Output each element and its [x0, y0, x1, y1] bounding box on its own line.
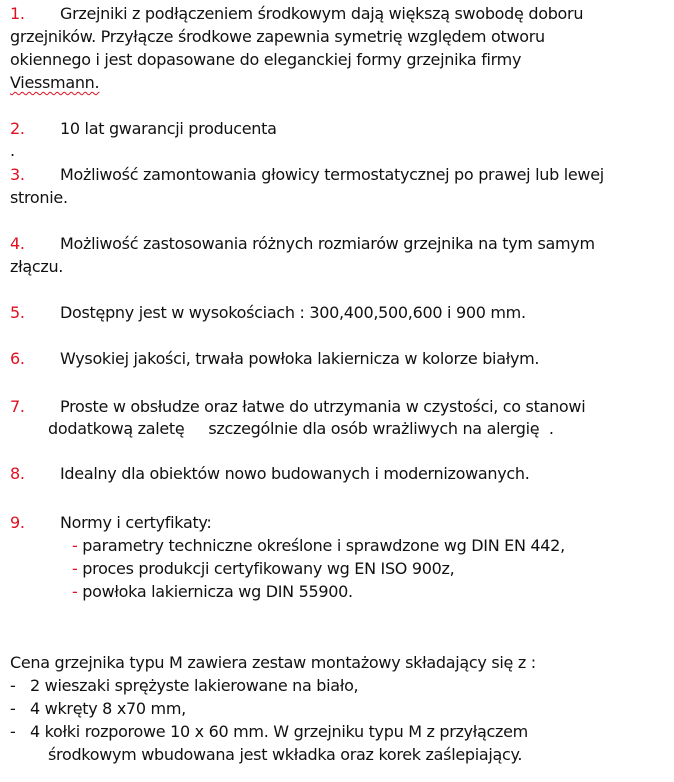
price-intro: Cena grzejnika typu M zawiera zestaw montażowy składający się z : — [10, 653, 536, 672]
price-bullet: - 2 wieszaki sprężyste lakierowane na biało, — [10, 676, 359, 695]
list-item-1 — [10, 3, 583, 25]
item-number: 2. — [10, 119, 25, 138]
item-number: 8. — [10, 464, 25, 483]
dash-marker: - — [10, 722, 16, 741]
list-item-2 — [10, 118, 277, 140]
dash-marker: - — [10, 699, 16, 718]
item-text: Możliwość zastosowania różnych rozmiarów grzejnika na tym samym — [60, 234, 595, 253]
item-text: Dostępny jest w wysokościach : 300,400,500,600 i 900 mm. — [60, 303, 526, 322]
list-item-8 — [10, 463, 530, 485]
dash-marker: - — [72, 559, 78, 578]
item-text: Idealny dla obiektów nowo budowanych i modernizowanych. — [60, 464, 530, 483]
item-text-line: złączu. — [10, 257, 64, 276]
list-item-9 — [10, 512, 212, 534]
list-item-5 — [10, 302, 526, 324]
dash-marker: - — [10, 676, 16, 695]
dash-marker: - — [72, 536, 78, 555]
item-number: 6. — [10, 349, 25, 368]
item-text-line-misspelled: Viessmann. — [10, 73, 100, 92]
item-number: 7. — [10, 397, 25, 416]
list-item-6 — [10, 348, 539, 370]
item-text: Wysokiej jakości, trwała powłoka lakiernicza w kolorze białym. — [60, 349, 540, 368]
sub-item: - powłoka lakiernicza wg DIN 55900. — [72, 582, 353, 601]
list-item-3 — [10, 164, 604, 186]
item-text: 10 lat gwarancji producenta — [60, 119, 277, 138]
item-text: Możliwość zamontowania głowicy termostatycznej po prawej lub lewej — [60, 165, 604, 184]
item-text-line: stronie. — [10, 188, 68, 207]
item-text: Grzejniki z podłączeniem środkowym dają większą swobodę doboru — [60, 4, 584, 23]
sub-item: - proces produkcji certyfikowany wg EN ISO 900z, — [72, 559, 455, 578]
item-text-line: grzejników. Przyłącze środkowe zapewnia symetrię względem otworu — [10, 27, 545, 46]
item-number: 3. — [10, 165, 25, 184]
item-text: Normy i certyfikaty: — [60, 513, 212, 532]
price-bullet: - 4 kołki rozporowe 10 x 60 mm. W grzejniku typu M z przyłączem — [10, 722, 528, 741]
list-item-7 — [10, 396, 585, 418]
stray-period: . — [10, 141, 15, 160]
item-number: 4. — [10, 234, 25, 253]
item-number: 5. — [10, 303, 25, 322]
item-text: Proste w obsłudze oraz łatwe do utrzymania w czystości, co stanowi — [60, 397, 586, 416]
dash-marker: - — [72, 582, 78, 601]
item-number: 1. — [10, 4, 25, 23]
item-number: 9. — [10, 513, 25, 532]
price-bullet: - 4 wkręty 8 x70 mm, — [10, 699, 186, 718]
item-text-line: okiennego i jest dopasowane do eleganckiej formy grzejnika firmy — [10, 50, 522, 69]
list-item-4 — [10, 233, 595, 255]
price-continuation: środkowym wbudowana jest wkładka oraz korek zaślepiający. — [48, 745, 523, 764]
sub-item: - parametry techniczne określone i sprawdzone wg DIN EN 442, — [72, 536, 565, 555]
item-text-line: dodatkową zaletę szczególnie dla osób wrażliwych na alergię . — [48, 419, 554, 438]
